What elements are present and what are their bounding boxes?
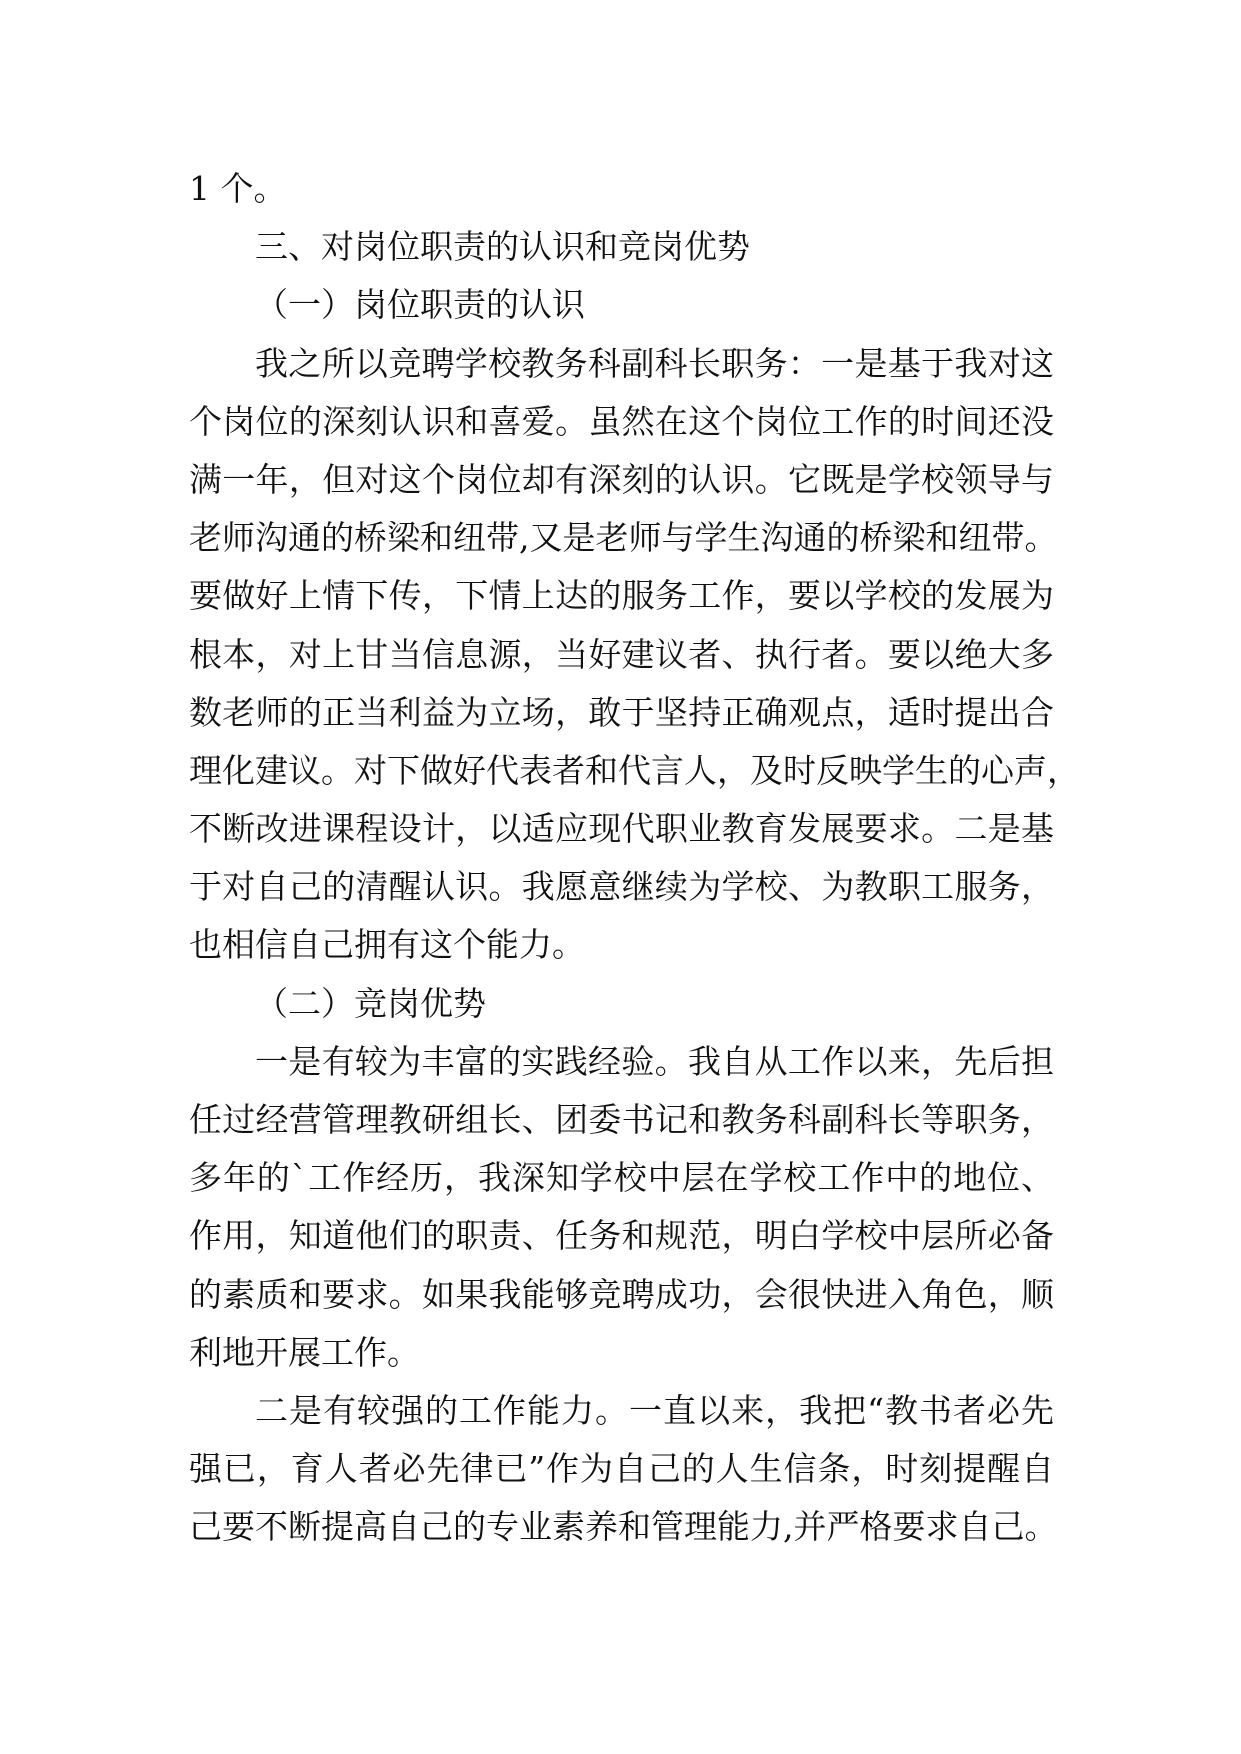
text-line: 己要不断提高自己的专业素养和管理能力,并严格要求自己。 (189, 1507, 1058, 1547)
heading-line: 三、对岗位职责的认识和竞岗优势 (255, 227, 750, 267)
paragraph-continuation (189, 160, 1054, 218)
paragraph-ability (189, 1382, 1058, 1557)
text-line: 作用，知道他们的职责、任务和规范，明白学校中层所必备 (189, 1216, 1054, 1256)
subsection-heading-1 (189, 276, 1054, 334)
text-line: 满一年，但对这个岗位却有深刻的认识。它既是学校领导与 (189, 459, 1054, 499)
text-line: 的素质和要求。如果我能够竞聘成功，会很快进入角色，顺 (189, 1274, 1054, 1314)
text-line: 二是有较强的工作能力。一直以来，我把“教书者必先 (255, 1390, 1054, 1430)
subsection-heading-2 (189, 975, 1054, 1033)
text-line: 也相信自己拥有这个能力。 (189, 925, 585, 965)
paragraph-job-understanding (189, 335, 1080, 975)
text-line: 一是有较为丰富的实践经验。我自从工作以来，先后担 (255, 1041, 1054, 1081)
paragraph-experience (189, 1033, 1054, 1382)
text-line: 1 个。 (189, 169, 287, 208)
text-line: 任过经营管理教研组长、团委书记和教务科副科长等职务， (189, 1100, 1054, 1139)
text-line: 要做好上情下传，下情上达的服务工作，要以学校的发展为 (189, 576, 1054, 616)
heading-line: （二）竞岗优势 (255, 983, 486, 1023)
text-line: 个岗位的深刻认识和喜爱。虽然在这个岗位工作的时间还没 (189, 401, 1054, 441)
text-line: 根本，对上甘当信息源，当好建议者、执行者。要以绝大多 (189, 634, 1054, 674)
text-line: 于对自己的清醒认识。我愿意继续为学校、为教职工服务， (189, 867, 1054, 907)
text-line: 理化建议。对下做好代表者和代言人，及时反映学生的心声， (189, 750, 1080, 790)
heading-line: （一）岗位职责的认识 (255, 285, 585, 325)
text-line: 不断改进课程设计，以适应现代职业教育发展要求。二是基 (189, 809, 1054, 849)
text-line: 我之所以竞聘学校教务科副科长职务：一是基于我对这 (255, 343, 1054, 383)
text-line: 数老师的正当利益为立场，敢于坚持正确观点，适时提出合 (189, 692, 1054, 732)
section-heading (189, 218, 1054, 276)
text-line: 多年的`工作经历，我深知学校中层在学校工作中的地位、 (189, 1158, 1054, 1198)
text-line: 老师沟通的桥梁和纽带,又是老师与学生沟通的桥梁和纽带。 (189, 518, 1058, 558)
text-line: 利地开展工作。 (189, 1332, 420, 1372)
document-body (189, 160, 1080, 1557)
text-line: 强已，育人者必先律已”作为自己的人生信条，时刻提醒自 (189, 1449, 1054, 1489)
